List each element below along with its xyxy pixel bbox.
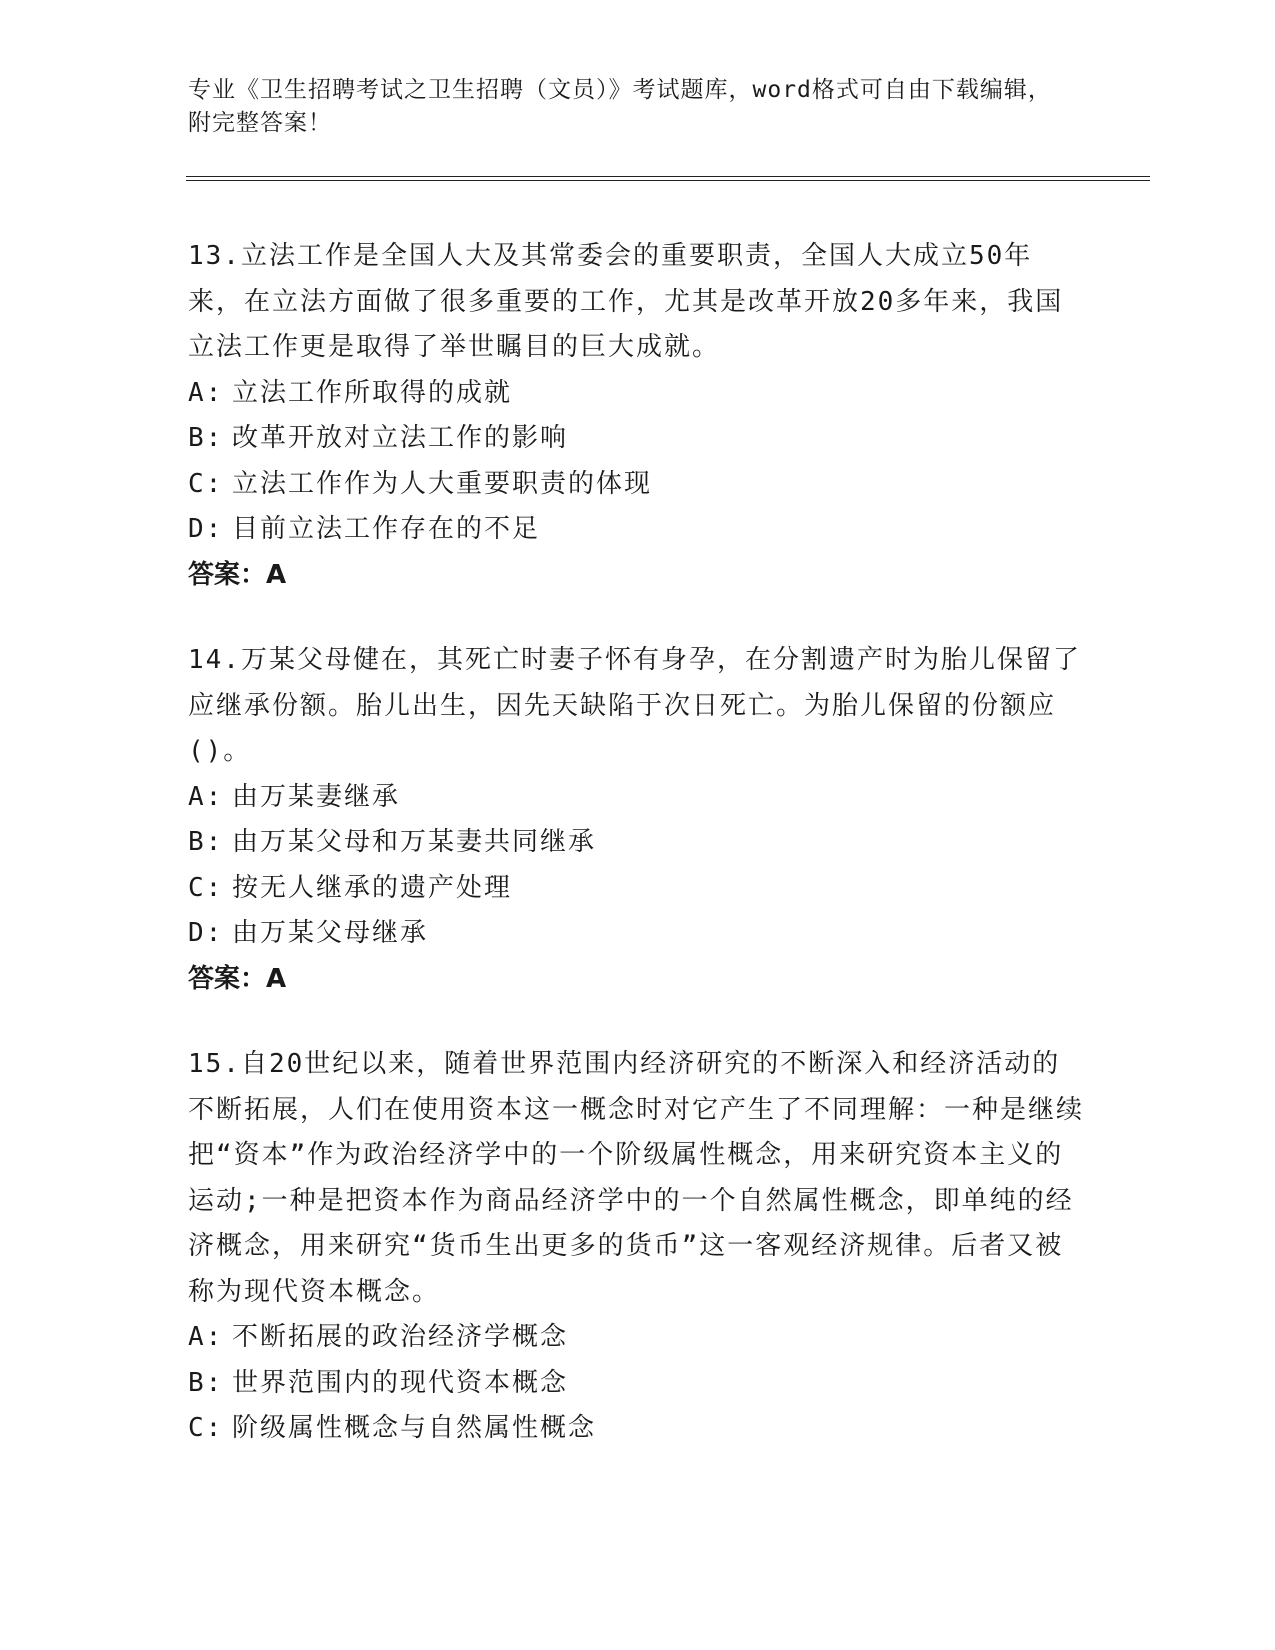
option-b [188, 820, 1088, 866]
question-13 [188, 234, 1088, 598]
option-a [188, 371, 1088, 417]
question-15 [188, 1042, 1088, 1452]
option-letter: B: [188, 423, 224, 453]
option-text: 由万某父母和万某妻共同继承 [232, 827, 597, 857]
option-c [188, 1406, 1088, 1452]
option-letter: B: [188, 1367, 224, 1398]
option-text: 由万某妻继承 [232, 781, 401, 812]
option-letter: A: [188, 781, 224, 812]
option-text: 世界范围内的现代资本概念 [232, 1367, 569, 1398]
question-14 [188, 638, 1088, 1002]
option-text: 不断拓展的政治经济学概念 [232, 1322, 569, 1352]
question-stem: 13.立法工作是全国人大及其常委会的重要职责，全国人大成立50年来，在立法方面做了很多重要的工作，尤其是改革开放20多年来，我国立法工作更是取得了举世瞩目的巨大成就。 [188, 241, 1064, 362]
option-text: 立法工作所取得的成就 [232, 377, 513, 408]
option-letter: A: [188, 1322, 224, 1352]
option-letter: D: [188, 918, 224, 948]
option-text: 改革开放对立法工作的影响 [232, 423, 569, 453]
question-stem: 15.自20世纪以来，随着世界范围内经济研究的不断深入和经济活动的不断拓展，人们在使用资本这一概念时对它产生了不同理解：一种是继续把“资本”作为政治经济学中的一个阶级属性概念，用来研究资本主义的运动;一种是把资本作为商品经济学中的一个自然属性概念，即单纯的经济概念，用来研究“货币生出更多的货币”这一客观经济规律。后者又被称为现代资本概念。 [188, 1049, 1085, 1307]
option-letter: D: [188, 514, 224, 544]
option-d [188, 911, 1088, 957]
option-a [188, 1315, 1088, 1361]
answer-label: 答案：A [188, 559, 287, 590]
option-text: 阶级属性概念与自然属性概念 [232, 1413, 597, 1443]
option-letter: B: [188, 827, 224, 857]
option-a [188, 775, 1088, 821]
option-c [188, 462, 1088, 508]
option-d [188, 507, 1088, 553]
option-text: 由万某父母继承 [232, 918, 429, 948]
option-letter: C: [188, 1413, 224, 1443]
option-letter: A: [188, 377, 224, 408]
option-text: 按无人继承的遗产处理 [232, 872, 513, 903]
option-b [188, 1361, 1088, 1407]
question-list [188, 234, 1088, 1492]
page-header: 专业《卫生招聘考试之卫生招聘（文员）》考试题库，word格式可自由下载编辑，附完整答案！ [188, 77, 1052, 136]
question-stem: 14.万某父母健在，其死亡时妻子怀有身孕，在分割遗产时为胎儿保留了应继承份额。胎儿出生，因先天缺陷于次日死亡。为胎儿保留的份额应()。 [188, 645, 1081, 766]
option-text: 立法工作作为人大重要职责的体现 [232, 468, 653, 499]
option-b [188, 416, 1088, 462]
option-letter: C: [188, 872, 224, 903]
option-letter: C: [188, 468, 224, 499]
answer-label: 答案：A [188, 963, 287, 994]
header-divider [186, 176, 1150, 181]
option-text: 目前立法工作存在的不足 [232, 514, 541, 544]
option-c [188, 866, 1088, 912]
